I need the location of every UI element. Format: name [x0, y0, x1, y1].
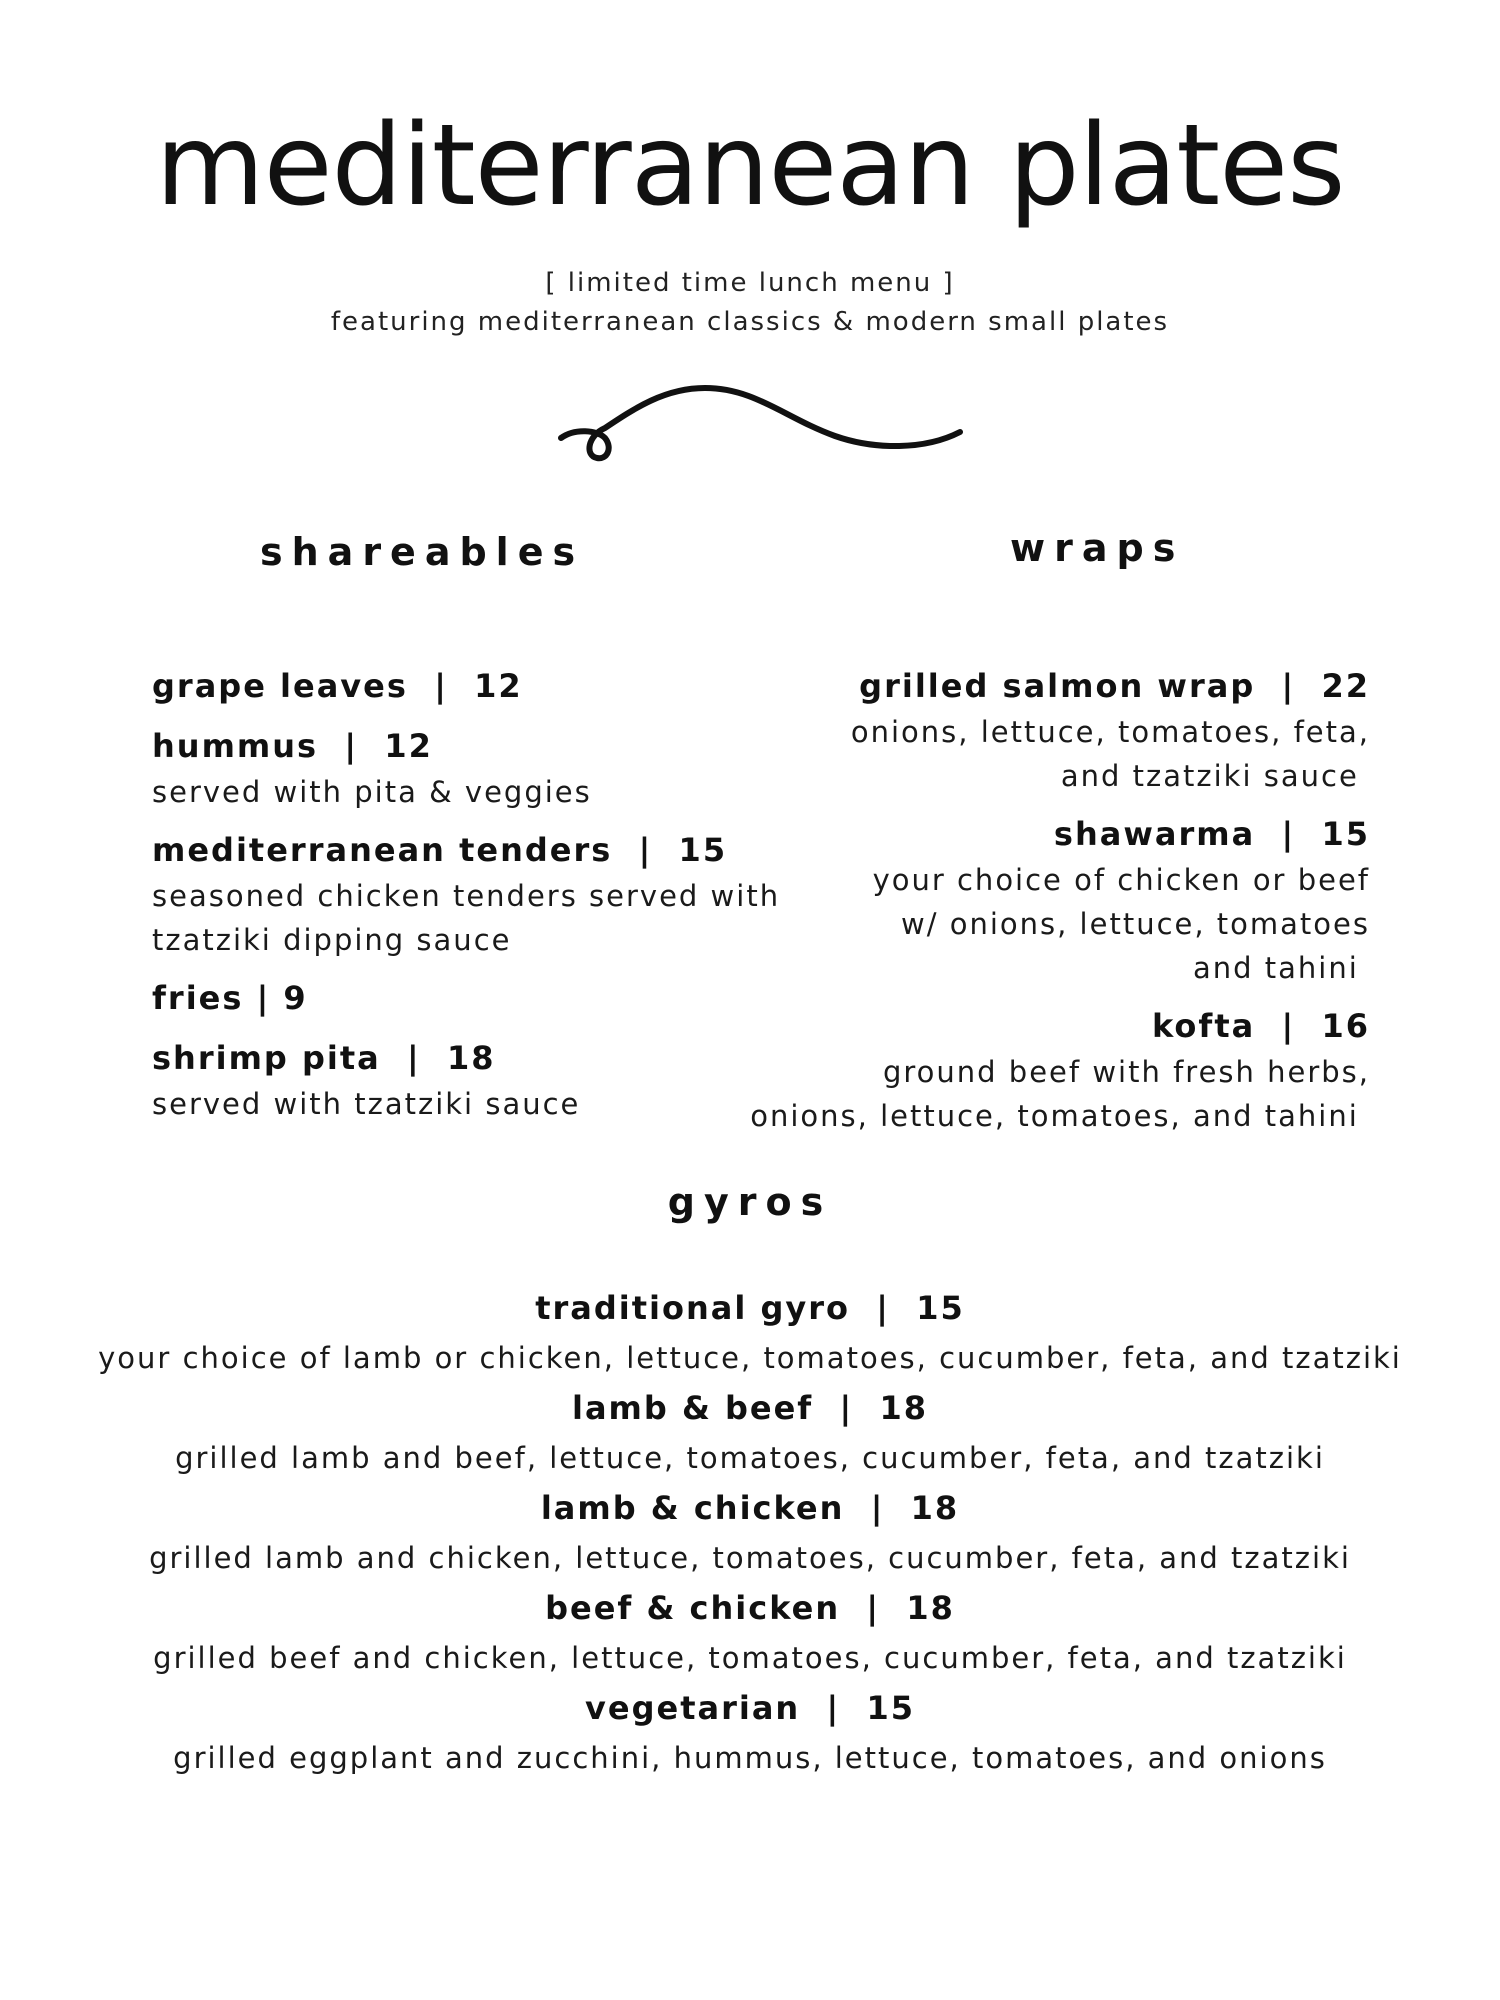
item-name: beef & chicken | 18	[545, 1589, 955, 1627]
item-name: shrimp pita | 18	[152, 1039, 496, 1077]
item-name: kofta | 16	[1152, 1007, 1370, 1045]
item-name: grape leaves | 12	[152, 667, 523, 705]
menu-item	[720, 1002, 1370, 1138]
item-description: onions, lettuce, tomatoes, and tahini	[750, 1099, 1370, 1133]
section-heading-shareables: shareables	[260, 530, 585, 574]
menu-item	[152, 826, 792, 962]
item-name: fries | 9	[152, 979, 308, 1017]
menu-title: mediterranean plates	[155, 101, 1345, 231]
item-description: seasoned chicken tenders served with	[152, 879, 781, 913]
item-name: lamb & chicken | 18	[540, 1489, 960, 1527]
item-name: mediterranean tenders | 15	[152, 831, 728, 869]
menu-item	[152, 662, 792, 710]
menu-item	[0, 1483, 1500, 1583]
item-description: grilled lamb and chicken, lettuce, tomatoes, cucumber, feta, and tzatziki	[149, 1541, 1351, 1575]
section-heading-gyros: gyros	[667, 1180, 833, 1224]
item-description: grilled lamb and beef, lettuce, tomatoes, cucumber, feta, and tzatziki	[175, 1441, 1325, 1475]
wraps-list	[720, 662, 1370, 1138]
item-description: your choice of lamb or chicken, lettuce, tomatoes, cucumber, feta, and tzatziki	[98, 1341, 1402, 1375]
item-description: w/ onions, lettuce, tomatoes	[901, 907, 1370, 941]
item-description: your choice of chicken or beef	[872, 863, 1370, 897]
menu-item	[0, 1283, 1500, 1383]
item-description: grilled eggplant and zucchini, hummus, lettuce, tomatoes, and onions	[173, 1741, 1327, 1775]
menu-item	[152, 974, 792, 1022]
item-description: and tahini	[1192, 951, 1370, 985]
menu-subtitle-tag: [ limited time lunch menu ]	[545, 268, 955, 298]
swash-flourish-icon	[555, 378, 965, 478]
gyros-list	[0, 1283, 1500, 1783]
item-name: shawarma | 15	[1053, 815, 1370, 853]
item-description: grilled beef and chicken, lettuce, tomatoes, cucumber, feta, and tzatziki	[153, 1641, 1347, 1675]
menu-item	[0, 1383, 1500, 1483]
menu-item	[0, 1683, 1500, 1783]
menu-item	[152, 1034, 792, 1126]
menu-subtitle-description: featuring mediterranean classics & modern small plates	[330, 307, 1170, 337]
menu-item	[720, 810, 1370, 990]
item-description: ground beef with fresh herbs,	[882, 1055, 1370, 1089]
section-heading-wraps: wraps	[1010, 526, 1185, 570]
item-description: served with pita & veggies	[152, 775, 592, 809]
item-name: lamb & beef | 18	[571, 1389, 928, 1427]
item-description: and tzatziki sauce	[1060, 759, 1370, 793]
shareables-list	[152, 662, 792, 1126]
item-description: onions, lettuce, tomatoes, feta,	[850, 715, 1370, 749]
menu-item	[0, 1583, 1500, 1683]
item-name: traditional gyro | 15	[535, 1289, 965, 1327]
item-name: hummus | 12	[152, 727, 433, 765]
item-name: vegetarian | 15	[585, 1689, 915, 1727]
menu-item	[152, 722, 792, 814]
menu-item	[720, 662, 1370, 798]
item-description: tzatziki dipping sauce	[152, 923, 512, 957]
item-name: grilled salmon wrap | 22	[859, 667, 1370, 705]
item-description: served with tzatziki sauce	[152, 1087, 581, 1121]
